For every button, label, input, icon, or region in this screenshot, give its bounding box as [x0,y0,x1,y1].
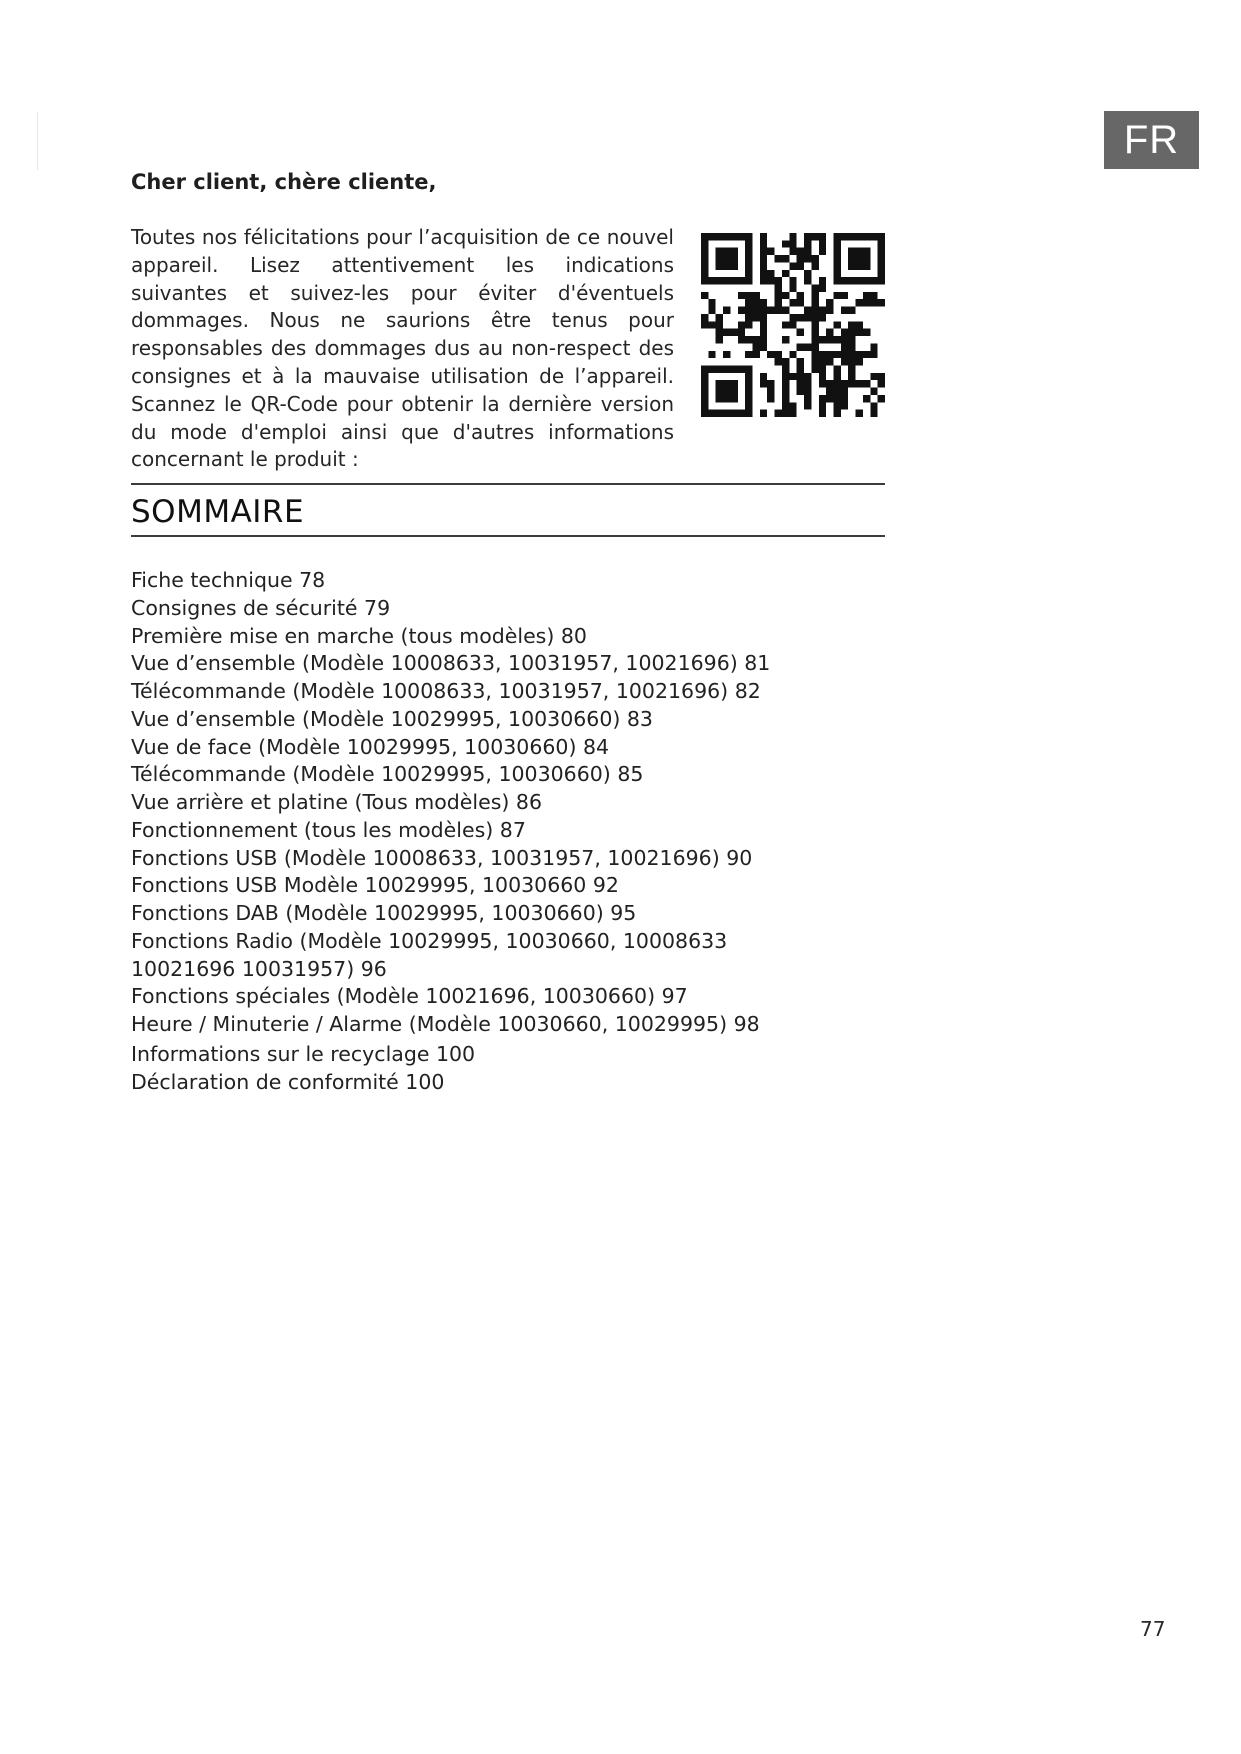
toc-title: SOMMAIRE [131,494,305,530]
toc-entry: Vue d’ensemble (Modèle 10029995, 10030660) 83 [131,706,653,731]
toc-entry: Déclaration de conformité 100 [131,1069,445,1094]
toc-entry: Première mise en marche (tous modèles) 80 [131,623,587,648]
toc-entry: Fonctions USB Modèle 10029995, 10030660 92 [131,873,619,898]
toc-entry: Fonctions USB (Modèle 10008633, 10031957, 10021696) 90 [131,845,753,870]
intro-paragraph: Toutes nos félicitations pour l’acquisition de ce nouvel appareil. Lisez attentivement les indications suivantes et suivez-les pour éviter d'éventuels dommages. Nous ne saurions être tenus pour responsables des dommages dus au non-respect des consignes et à la mauvaise utilisation de l’appareil. Scannez le QR-Code pour obtenir la dernière version du mode d'emploi ainsi que d'autres informations concernant le produit : [131,225,674,472]
section-rule-top [131,483,885,485]
qr-code-icon [701,233,885,417]
toc-entry: Fonctions Radio (Modèle 10029995, 10030660, 10008633 10021696 10031957) 96 [131,928,728,981]
greeting: Cher client, chère cliente, [131,170,437,194]
page-number: 77 [1140,1617,1166,1641]
toc-entry: Fonctions DAB (Modèle 10029995, 10030660) 95 [131,901,637,925]
toc-entry: Consignes de sécurité 79 [131,595,391,620]
toc-entry: Informations sur le recyclage 100 [131,1041,476,1066]
margin-mark [37,112,38,170]
toc-entry: Heure / Minuterie / Alarme (Modèle 10030660, 10029995) 98 [131,1012,760,1036]
toc-entry: Fonctions spéciales (Modèle 10021696, 10030660) 97 [131,984,688,1009]
toc-entry: Télécommande (Modèle 10008633, 10031957, 10021696) 82 [131,679,761,703]
toc-entry: Fonctionnement (tous les modèles) 87 [131,817,526,842]
toc-entry: Vue arrière et platine (Tous modèles) 86 [131,790,543,814]
toc-entry: Vue de face (Modèle 10029995, 10030660) 84 [131,734,610,759]
table-of-contents [131,567,831,1096]
language-badge: FR [1104,111,1199,169]
toc-entry: Télécommande (Modèle 10029995, 10030660) 85 [131,762,644,787]
section-rule-bottom [131,535,885,537]
toc-entry: Vue d’ensemble (Modèle 10008633, 10031957, 10021696) 81 [131,651,771,676]
toc-entry: Fiche technique 78 [131,568,326,592]
